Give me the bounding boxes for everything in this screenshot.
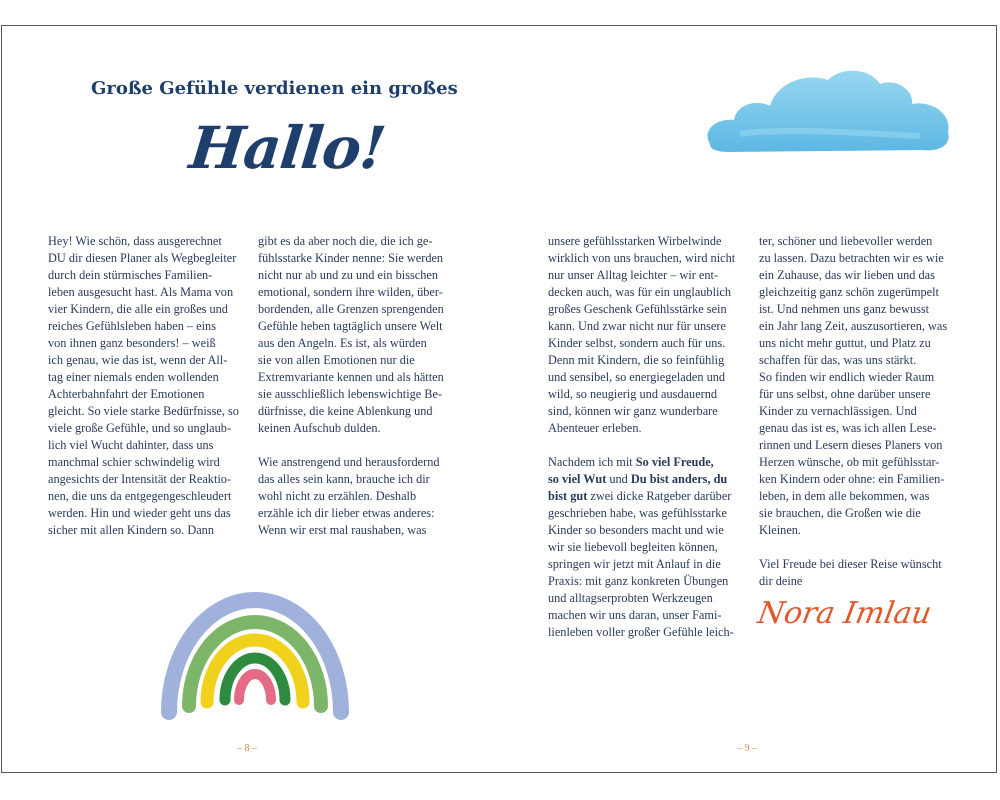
text-line: emotional, sondern ihre wilden, über- xyxy=(258,285,443,299)
text-line: manchmal schier schwindelig wird xyxy=(48,455,220,469)
text-line: für uns selbst, ohne darüber unsere xyxy=(759,387,931,401)
text-line: ter, schöner und liebevoller werden xyxy=(759,234,933,248)
text-line: Wie anstrengend und herausfordernd xyxy=(258,455,440,469)
text-line: das alles sein kann, brauche ich dir xyxy=(258,472,430,486)
book-title-bist-gut: bist gut xyxy=(548,489,588,503)
text-line: nen, die uns da entgegengeschleudert xyxy=(48,489,232,503)
text-line: gleichzeitig ganz schön zugerümpelt xyxy=(759,285,939,299)
text-line: ein Jahr lang Zeit, auszusortieren, was xyxy=(759,319,948,333)
text-column-2 xyxy=(258,233,458,539)
text-line: rinnen und Lesern dieses Planers von xyxy=(759,438,943,452)
book-title-du-bist-anders: Du bist anders, du xyxy=(630,472,728,486)
author-signature: Nora Imlau xyxy=(754,596,935,631)
rainbow-icon xyxy=(155,570,355,720)
text-line: viele große Gefühle, und so unglaub- xyxy=(48,421,232,435)
text-line: Kinder selbst, sondern auch für uns. xyxy=(548,336,726,350)
text-line: ist. Und nehmen uns ganz bewusst xyxy=(759,302,930,316)
text-line: geschrieben habe, was gefühlsstarke xyxy=(548,506,727,520)
text-line: ken Kindern oder ohne: ein Familien- xyxy=(759,472,945,486)
text-line xyxy=(548,454,748,471)
text-line: Viel Freude bei dieser Reise wünscht xyxy=(759,557,942,571)
text-line: ich genau, wie das ist, wenn der All- xyxy=(48,353,228,367)
paragraph xyxy=(258,454,458,539)
text-line: lich viel Wucht dahinter, dass uns xyxy=(48,438,214,452)
text-run: zwei dicke Ratgeber darüber xyxy=(587,489,732,503)
text-line: sie von allen Emotionen nur die xyxy=(258,353,415,367)
text-line: bordenden, alle Grenzen sprengenden xyxy=(258,302,444,316)
text-line: reiches Gefühlsleben haben – eins xyxy=(48,319,216,333)
paragraph xyxy=(548,233,748,437)
text-line: Kinder so besonders macht und wie xyxy=(548,523,724,537)
text-line: DU dir diesen Planer als Wegbegleiter xyxy=(48,251,237,265)
text-column-4 xyxy=(759,233,959,590)
text-line: aus den Angeln. Es ist, als würden xyxy=(258,336,427,350)
text-line: erzähle ich dir lieber etwas anderes: xyxy=(258,506,435,520)
text-run: und xyxy=(606,472,631,486)
text-column-1 xyxy=(48,233,248,539)
text-line: machen wir uns daran, unser Fami- xyxy=(548,608,722,622)
text-line: leben ausgesucht hast. Als Mama von xyxy=(48,285,234,299)
text-line: zu lassen. Dazu betrachten wir es wie xyxy=(759,251,944,265)
text-line: vier Kindern, die alle ein großes und xyxy=(48,302,228,316)
text-line: nicht nur ab und zu und ein bisschen xyxy=(258,268,438,282)
text-line: unsere gefühlsstarken Wirbelwinde xyxy=(548,234,722,248)
text-line: lienleben voller großer Gefühle leich- xyxy=(548,625,734,639)
text-line: decken auch, was für ein unglaublich xyxy=(548,285,732,299)
text-line: angesichts der Intensität der Reaktio- xyxy=(48,472,232,486)
text-line: und sensibel, so energiegeladen und xyxy=(548,370,726,384)
text-line: Gefühle heben tagtäglich unsere Welt xyxy=(258,319,443,333)
text-line: werden. Hin und wieder geht uns das xyxy=(48,506,231,520)
text-line: Wenn wir erst mal raushaben, was xyxy=(258,523,427,537)
text-line: wirklich von uns brauchen, wird nicht xyxy=(548,251,736,265)
text-line: Herzen wünsche, ob mit gefühlsstar- xyxy=(759,455,940,469)
paragraph xyxy=(548,454,748,641)
text-line: uns nicht mehr guttut, und Platz zu xyxy=(759,336,931,350)
text-line: wild, so neugierig und ausdauernd xyxy=(548,387,718,401)
text-line: wir sie liebevoll begleiten können, xyxy=(548,540,718,554)
paragraph xyxy=(48,233,248,539)
cloud-icon xyxy=(700,62,960,162)
text-line: großes Geschenk Gefühlsstärke sein xyxy=(548,302,727,316)
text-line: und alltagserprobten Werkzeugen xyxy=(548,591,713,605)
text-line: sie ausschließlich lebenswichtige Be- xyxy=(258,387,443,401)
text-line: gibt es da aber noch die, die ich ge- xyxy=(258,234,433,248)
text-line: genau das ist es, was ich allen Lese- xyxy=(759,421,937,435)
text-line: Extremvariante kennen und als hätten xyxy=(258,370,444,384)
text-line: kann. Und zwar nicht nur für unsere xyxy=(548,319,726,333)
text-line: nur unser Alltag leichter – wir ent- xyxy=(548,268,719,282)
text-run: Nachdem ich mit xyxy=(548,455,636,469)
page-heading: Große Gefühle verdienen ein großes xyxy=(91,78,458,99)
hello-title: Hallo! xyxy=(186,114,389,182)
text-line xyxy=(548,488,748,505)
text-line: Abenteuer erleben. xyxy=(548,421,642,435)
text-line: keinen Aufschub dulden. xyxy=(258,421,381,435)
book-title-so-viel-freude: So viel Freude, xyxy=(635,455,714,469)
text-column-3 xyxy=(548,233,748,641)
text-line: springen wir jetzt mit Anlauf in die xyxy=(548,557,721,571)
text-line: leben, in dem alle bekommen, was xyxy=(759,489,930,503)
text-line: durch dein stürmisches Familien- xyxy=(48,268,213,282)
text-line: Praxis: mit ganz konkreten Übungen xyxy=(548,574,729,588)
text-line: schaffen für das, was uns stärkt. xyxy=(759,353,917,367)
text-line: So finden wir endlich wieder Raum xyxy=(759,370,935,384)
text-line: gleicht. So viele starke Bedürfnisse, so xyxy=(48,404,239,418)
text-line: tag einer niemals enden wollenden xyxy=(48,370,219,384)
paragraph xyxy=(759,233,959,539)
text-line: sie brauchen, die Großen wie die xyxy=(759,506,921,520)
text-line: wohl nicht zu erzählen. Deshalb xyxy=(258,489,417,503)
paragraph xyxy=(258,233,458,437)
text-line: ein Zuhause, das wir lieben und das xyxy=(759,268,935,282)
text-line xyxy=(548,471,748,488)
text-line: Kinder zu vernachlässigen. Und xyxy=(759,404,917,418)
paragraph xyxy=(759,556,959,590)
text-line: Kleinen. xyxy=(759,523,802,537)
page-number-left: – 8 – xyxy=(237,743,257,754)
text-line: sicher mit allen Kindern so. Dann xyxy=(48,523,214,537)
text-line: von ihnen ganz besonders! – weiß xyxy=(48,336,216,350)
text-line: fühlsstarke Kinder nenne: Sie werden xyxy=(258,251,444,265)
page-number-right: – 9 – xyxy=(737,743,757,754)
text-line: Denn mit Kindern, die so feinfühlig xyxy=(548,353,725,367)
text-line: Achterbahnfahrt der Emotionen xyxy=(48,387,205,401)
text-line: dürfnisse, die keine Ablenkung und xyxy=(258,404,433,418)
book-title-so-viel-wut: so viel Wut xyxy=(548,472,607,486)
text-line: Hey! Wie schön, dass ausgerechnet xyxy=(48,234,222,248)
text-line: dir deine xyxy=(759,574,803,588)
text-line: sind, können wir ganz wunderbare xyxy=(548,404,718,418)
